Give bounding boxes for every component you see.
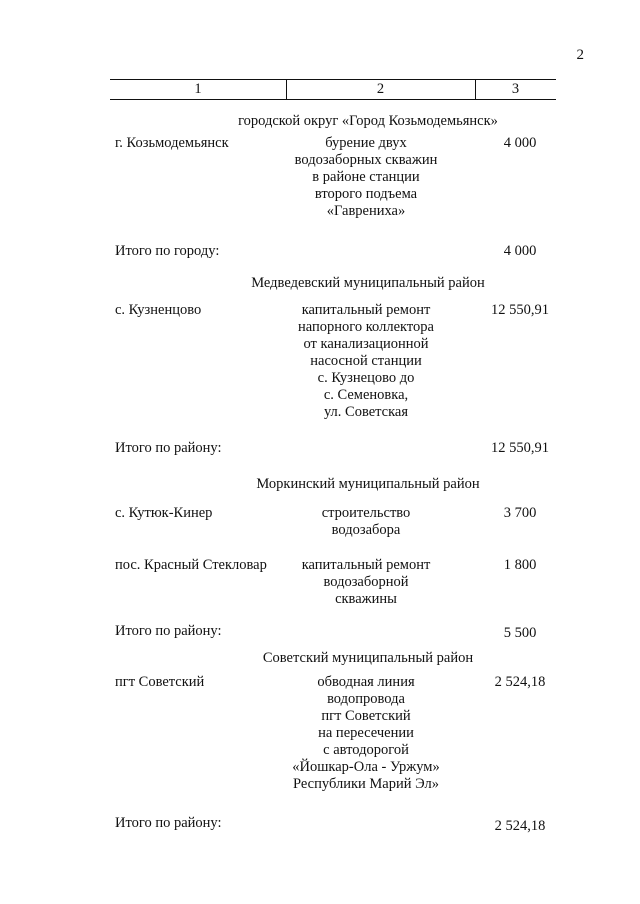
row-amount: 4 000 (503, 135, 537, 151)
total-amount: 12 550,91 (491, 440, 549, 456)
total-label: Итого по району: (115, 440, 222, 456)
row-work (266, 674, 466, 793)
work-line: с. Семеновка, (323, 387, 409, 403)
row-place: с. Кутюк-Кинер (115, 505, 213, 521)
work-line: с. Кузнецово до (317, 370, 415, 386)
total-amount: 4 000 (503, 243, 537, 259)
work-line: капитальный ремонт (301, 557, 431, 573)
work-line: строительство (321, 505, 411, 521)
row-amount: 1 800 (503, 557, 537, 573)
row-work (266, 505, 466, 539)
section-title: Медведевский муниципальный район (251, 275, 485, 291)
work-line: на пересечении (318, 725, 414, 741)
work-line: бурение двух (325, 135, 407, 151)
row-work (266, 135, 466, 220)
work-line: «Йошкар-Ола - Уржум» (292, 759, 440, 775)
row-place: пос. Красный Стекловар (115, 557, 267, 573)
total-label: Итого по району: (115, 815, 222, 831)
row-amount: 2 524,18 (494, 674, 546, 690)
header-top-rule (110, 79, 556, 80)
section-title: городской округ «Город Козьмодемьянск» (238, 113, 498, 129)
header-col-2: 2 (376, 81, 385, 97)
row-amount: 12 550,91 (491, 302, 549, 318)
work-line: напорного коллектора (298, 319, 434, 335)
row-work (266, 557, 466, 608)
work-line: водозаборной (323, 574, 409, 590)
header-col-3: 3 (511, 81, 520, 97)
work-line: «Гаврениха» (326, 203, 406, 219)
row-place: с. Кузненцово (115, 302, 202, 318)
work-line: пгт Советский (321, 708, 411, 724)
total-amount: 5 500 (503, 625, 537, 641)
table-header (110, 79, 556, 100)
work-line: ул. Советская (323, 404, 409, 420)
work-line: капитальный ремонт (301, 302, 431, 318)
work-line: от канализационной (303, 336, 429, 352)
section-title: Моркинский муниципальный район (256, 476, 480, 492)
row-place: пгт Советский (115, 674, 205, 690)
work-line: водозаборных скважин (294, 152, 438, 168)
total-label: Итого по району: (115, 623, 222, 639)
work-line: водозабора (331, 522, 401, 538)
row-amount: 3 700 (503, 505, 537, 521)
work-line: насосной станции (310, 353, 422, 369)
total-amount: 2 524,18 (494, 818, 546, 834)
work-line: с автодорогой (323, 742, 409, 758)
section-title: Советский муниципальный район (262, 650, 474, 666)
work-line: в районе станции (312, 169, 420, 185)
row-place: г. Козьмодемьянск (115, 135, 229, 151)
page-number: 2 (576, 47, 584, 63)
work-line: второго подъема (314, 186, 418, 202)
row-work (266, 302, 466, 421)
work-line: Республики Марий Эл» (293, 776, 439, 792)
header-col-1: 1 (194, 81, 202, 97)
work-line: скважины (335, 591, 397, 607)
work-line: водопровода (327, 691, 405, 707)
work-line: обводная линия (317, 674, 415, 690)
header-bottom-rule (110, 99, 556, 100)
total-label: Итого по городу: (115, 243, 220, 259)
